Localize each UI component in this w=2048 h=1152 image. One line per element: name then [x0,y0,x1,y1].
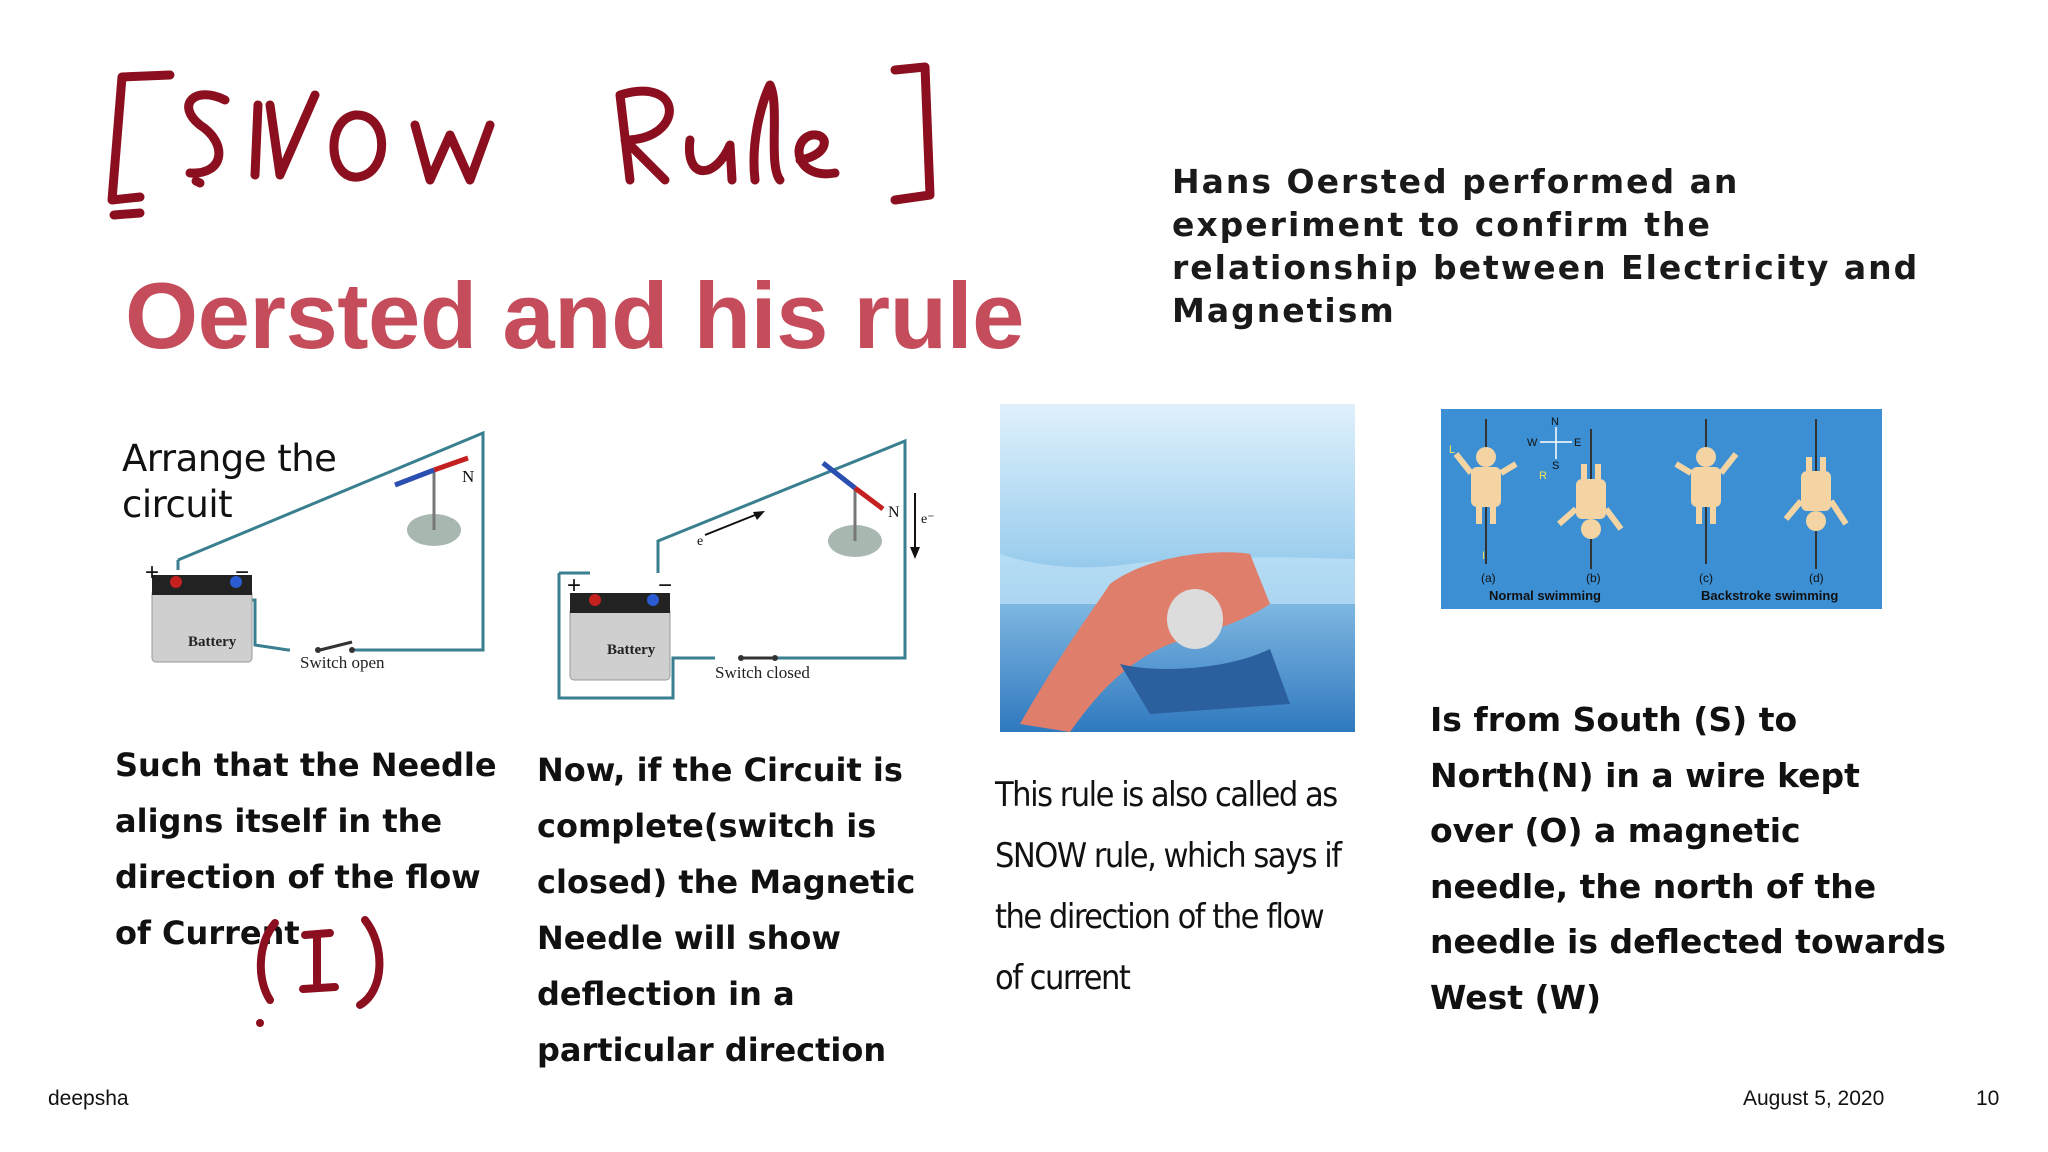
switch-label: Switch closed [715,663,810,682]
label-r: R [1539,470,1547,482]
intro-text: Hans Oersted performed an experiment to confirm the relationship between Electricity and Magnetism [1172,162,1920,330]
caption-south-to-north: Is from South (S) to North(N) in a wire kept over (O) a magnetic needle, the north of the needle is deflected towards West (W) [1430,700,1946,1017]
swimmer-photo [1000,404,1355,732]
compass-s: S [1552,460,1560,472]
arrange-label-line1: Arrange the [122,437,337,480]
needle-north-label: N [462,467,475,486]
caption-backstroke-swimming: Backstroke swimming [1701,588,1839,603]
swimming-rule-diagram [1441,409,1882,609]
page-number: 10 [1976,1087,2000,1110]
battery-icon [570,593,670,680]
caption-normal-swimming: Normal swimming [1489,588,1601,603]
footer-date: August 5, 2020 [1743,1087,1885,1110]
compass-n: N [1551,416,1559,428]
compass-needle-icon [395,458,468,546]
label-c: (c) [1699,571,1713,585]
plus-terminal: + [567,572,582,599]
circuit-open-diagram [140,420,500,690]
slide-title: Oersted and his rule [125,263,1024,368]
compass-e: E [1574,437,1582,449]
handwritten-current-symbol [245,905,405,1035]
needle-north-label: N [888,504,900,521]
label-i: I [1482,550,1486,562]
battery-label: Battery [607,642,656,658]
caption-circuit-complete: Now, if the Circuit is complete(switch is closed) the Magnetic Needle will show deflection in a particular direction [537,751,916,1069]
electron-label: e [697,534,704,549]
label-b: (b) [1586,571,1601,585]
arrange-label-line2: circuit [122,483,233,526]
label-d: (d) [1809,571,1824,585]
caption-needle-aligns: Such that the Needle aligns itself in the direction of the flow of Current [115,746,497,952]
electron-flow-arrow [705,513,760,535]
compass-w: W [1527,437,1538,449]
label-l: L [1449,444,1456,456]
electron-vertical-label: e⁻ [921,512,935,527]
minus-terminal: − [658,572,673,599]
circuit-closed-diagram [555,433,945,703]
compass-needle-icon [823,463,883,557]
switch-lever [320,642,352,650]
battery-label: Battery [188,634,237,650]
minus-terminal: − [235,559,250,586]
caption-snow-rule: This rule is also called as SNOW rule, which says if the direction of the flow of current [995,775,1341,998]
footer-author: deepsha [48,1087,129,1110]
plus-terminal: + [145,559,160,586]
switch-label: Switch open [300,653,385,672]
handwritten-title [100,55,950,225]
label-a: (a) [1481,571,1496,585]
